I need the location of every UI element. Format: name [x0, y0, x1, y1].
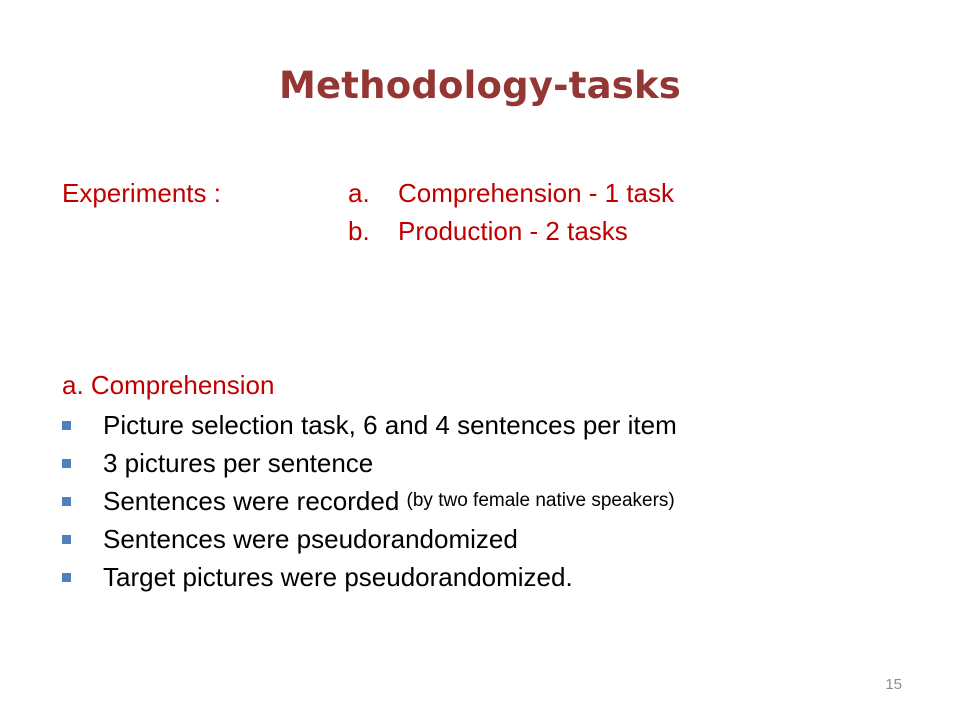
bullet-text: Target pictures were pseudorandomized.: [103, 562, 573, 592]
square-bullet-icon: [62, 535, 71, 544]
bullet-item: [62, 558, 677, 596]
square-bullet-icon: [62, 459, 71, 468]
bullet-note: (by two female native speakers): [406, 490, 675, 511]
square-bullet-icon: [62, 573, 71, 582]
bullet-text: Sentences were pseudorandomized: [103, 524, 518, 554]
bullet-item: [62, 482, 677, 520]
experiment-marker: b.: [348, 216, 370, 246]
bullet-text: Picture selection task, 6 and 4 sentences per item: [103, 410, 677, 440]
page-number: 15: [885, 676, 902, 693]
bullet-text: 3 pictures per sentence: [103, 448, 374, 478]
experiment-item: [348, 214, 674, 252]
comprehension-bullet-list: [62, 406, 677, 596]
experiment-item: [348, 176, 674, 214]
experiment-text: Production - 2 tasks: [398, 216, 628, 246]
experiment-marker: a.: [348, 178, 370, 208]
bullet-item: [62, 444, 677, 482]
experiment-text: Comprehension - 1 task: [398, 178, 675, 208]
bullet-text: Sentences were recorded: [103, 486, 407, 516]
square-bullet-icon: [62, 421, 71, 430]
square-bullet-icon: [62, 497, 71, 506]
experiments-list: [348, 176, 674, 252]
comprehension-heading: a. Comprehension: [62, 370, 275, 400]
bullet-item: [62, 406, 677, 444]
experiments-label: Experiments :: [62, 178, 221, 208]
bullet-item: [62, 520, 677, 558]
slide-title: Methodology-tasks: [278, 64, 682, 107]
